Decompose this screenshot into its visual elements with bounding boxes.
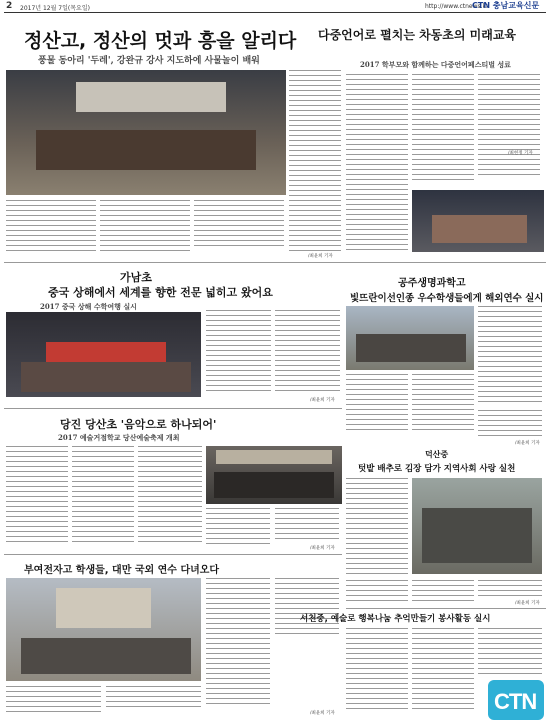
article-title: 부여전자고 학생들, 대만 국외 연수 다녀오다 <box>24 565 220 576</box>
issue-date: 2017년 12월 7일(목요일) <box>20 5 90 12</box>
students-group <box>432 215 527 243</box>
byline: /최윤희 기자 <box>310 711 335 716</box>
article-body <box>138 446 202 546</box>
article-photo <box>346 306 474 370</box>
article-subtitle: 풍물 동아리 '두레', 강완규 강사 지도하에 사물놀이 배워 <box>38 56 260 66</box>
article-body <box>478 74 540 184</box>
article-body <box>206 310 271 398</box>
article-body <box>346 374 408 436</box>
article-body <box>275 578 339 638</box>
article-body <box>6 446 68 546</box>
byline: /최윤희 기자 <box>515 601 540 606</box>
article-body <box>100 200 190 255</box>
article-title: 가남초 <box>120 271 152 284</box>
article-title: 다중언어로 펼치는 차동초의 미래교육 <box>318 28 517 42</box>
stage-backdrop <box>76 82 226 112</box>
article-body <box>412 628 474 712</box>
article-title: 텃밭 배추로 김장 담가 지역사회 사랑 실천 <box>358 464 516 474</box>
byline: /최윤희 기자 <box>308 254 333 259</box>
masthead-logo: CTN 충남교육신문 <box>472 1 540 10</box>
article-photo <box>206 446 342 504</box>
article-body <box>6 686 101 718</box>
students-group <box>356 334 466 362</box>
article-title: 정산고, 정산의 멋과 흥을 알리다 <box>24 30 297 52</box>
article-body <box>478 410 542 440</box>
article-body <box>106 686 201 714</box>
photo-caption: 2017 중국 상해 수학여행 실시 <box>40 302 137 311</box>
article-title: 덕산중 <box>425 450 449 459</box>
article-subtitle: 2017 예술거점학교 당산예술축제 개최 <box>58 433 180 442</box>
article-title: 당진 당산초 '음악으로 하나되어' <box>60 418 217 431</box>
article-subtitle: 2017 학부모와 함께하는 다중언어페스티벌 성료 <box>360 60 511 69</box>
article-body <box>412 580 474 604</box>
byline: /최윤희 기자 <box>515 441 540 446</box>
page-number: 2 <box>6 1 13 11</box>
article-body <box>289 70 341 258</box>
article-body <box>206 508 270 548</box>
event-banner <box>216 450 332 464</box>
article-body <box>478 580 542 600</box>
section-rule <box>4 554 342 555</box>
site-url[interactable]: http://www.ctnews.kr <box>425 3 489 10</box>
section-rule <box>4 408 342 409</box>
article-body <box>478 628 542 678</box>
article-body <box>275 310 340 398</box>
article-body <box>412 74 474 184</box>
article-title: 서천중, 예술로 행복나눔 추억만들기 봉사활동 실시 <box>300 614 491 624</box>
event-banner <box>46 342 166 364</box>
ctn-logo-text: CTN <box>494 689 537 714</box>
ctn-badge <box>488 680 544 720</box>
section-rule <box>346 608 546 609</box>
article-body <box>346 74 408 254</box>
article-title: 공주생명과학고 <box>398 278 466 289</box>
article-photo <box>412 190 544 252</box>
article-body <box>194 200 284 248</box>
header-rule <box>4 12 546 13</box>
article-body <box>346 478 408 578</box>
performers-group <box>36 130 256 170</box>
byline: /최현정 기자 <box>508 151 533 156</box>
students-group <box>422 508 532 563</box>
article-body <box>206 578 270 708</box>
article-body <box>346 580 408 604</box>
article-body <box>412 374 474 436</box>
article-photo <box>412 478 542 574</box>
section-rule <box>4 262 546 263</box>
gate-structure <box>56 588 151 628</box>
article-photo <box>6 578 201 681</box>
article-body <box>72 446 134 546</box>
article-title: 빛뜨란이선인종 우수학생들에게 해외연수 실시 <box>350 293 544 304</box>
article-title: 중국 상해에서 세계를 향한 전문 넓히고 왔어요 <box>48 286 273 299</box>
article-body <box>275 508 339 542</box>
article-body <box>478 306 542 406</box>
byline: /최윤희 기자 <box>310 546 335 551</box>
students-group <box>21 362 191 392</box>
students-group <box>21 638 191 674</box>
article-photo <box>6 312 201 397</box>
page-header <box>0 0 550 12</box>
article-body <box>6 200 96 255</box>
performers-group <box>214 472 334 498</box>
article-photo <box>6 70 286 195</box>
article-body <box>346 628 408 712</box>
byline: /최윤희 기자 <box>310 398 335 403</box>
